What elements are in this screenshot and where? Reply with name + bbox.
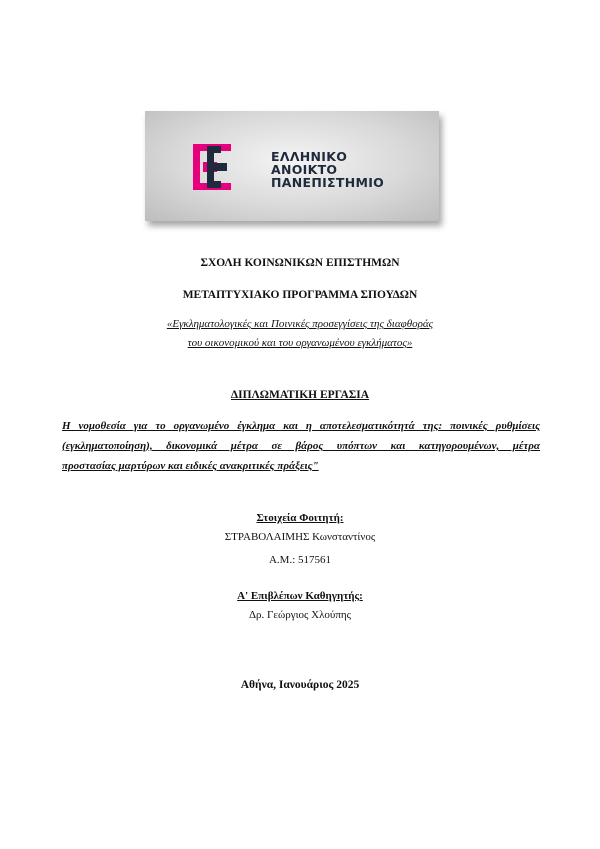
program-name: ΜΕΤΑΠΤΥΧΙΑΚΟ ΠΡΟΓΡΑΜΜΑ ΣΠΟΥΔΩΝ [182,289,418,301]
logo-line-2: ΑΝΟΙΚΤΟ [271,162,338,177]
program-subtitle-line-1: «Εγκληματολογικές και Ποινικές προσεγγίσεις της διαφθοράς [166,318,434,330]
school-name: ΣΧΟΛΗ ΚΟΙΝΩΝΙΚΩΝ ΕΠΙΣΤΗΜΩΝ [200,257,400,269]
logo-line-1: ΕΛΛΗΝΙΚΟ [271,149,348,164]
thesis-title-line-2: (εγκληματοποίηση), δικονομικά μέτρα σε βάρος υπόπτων και κατηγορουμένων, μέτρα [62,440,540,452]
student-info-label: Στοιχεία Φοιτητή: [256,512,344,524]
logo-line-3: ΠΑΝΕΠΙΣΤΗΜΙΟ [271,175,385,190]
supervisor-name: Δρ. Γεώργιος Χλούπης [248,609,352,621]
university-logo [145,111,439,221]
thesis-label: ΔΙΠΛΩΜΑΤΙΚΗ ΕΡΓΑΣΙΑ [230,389,370,401]
thesis-title-line-3: προστασίας μαρτύρων και ειδικές ανακριτικές πράξεις" [62,460,319,472]
thesis-title-line-1: Η νομοθεσία για το οργανωμένο έγκλημα και η αποτελεσματικότητά της: ποινικές ρυθμίσεις [62,420,540,432]
university-logo-mark-icon [191,142,263,192]
student-name: ΣΤΡΑΒΟΛΑΙΜΗΣ Κωνσταντίνος [224,531,376,543]
university-logo-text [271,150,384,189]
student-id: Α.Μ.: 517561 [268,554,332,566]
program-subtitle-line-2: του οικονομικού και του οργανωμένου εγκλήματος» [187,337,413,349]
supervisor-label: Α' Επιβλέπων Καθηγητής: [237,590,363,602]
thesis-title [62,416,540,476]
place-and-date: Αθήνα, Ιανουάριος 2025 [240,679,360,691]
